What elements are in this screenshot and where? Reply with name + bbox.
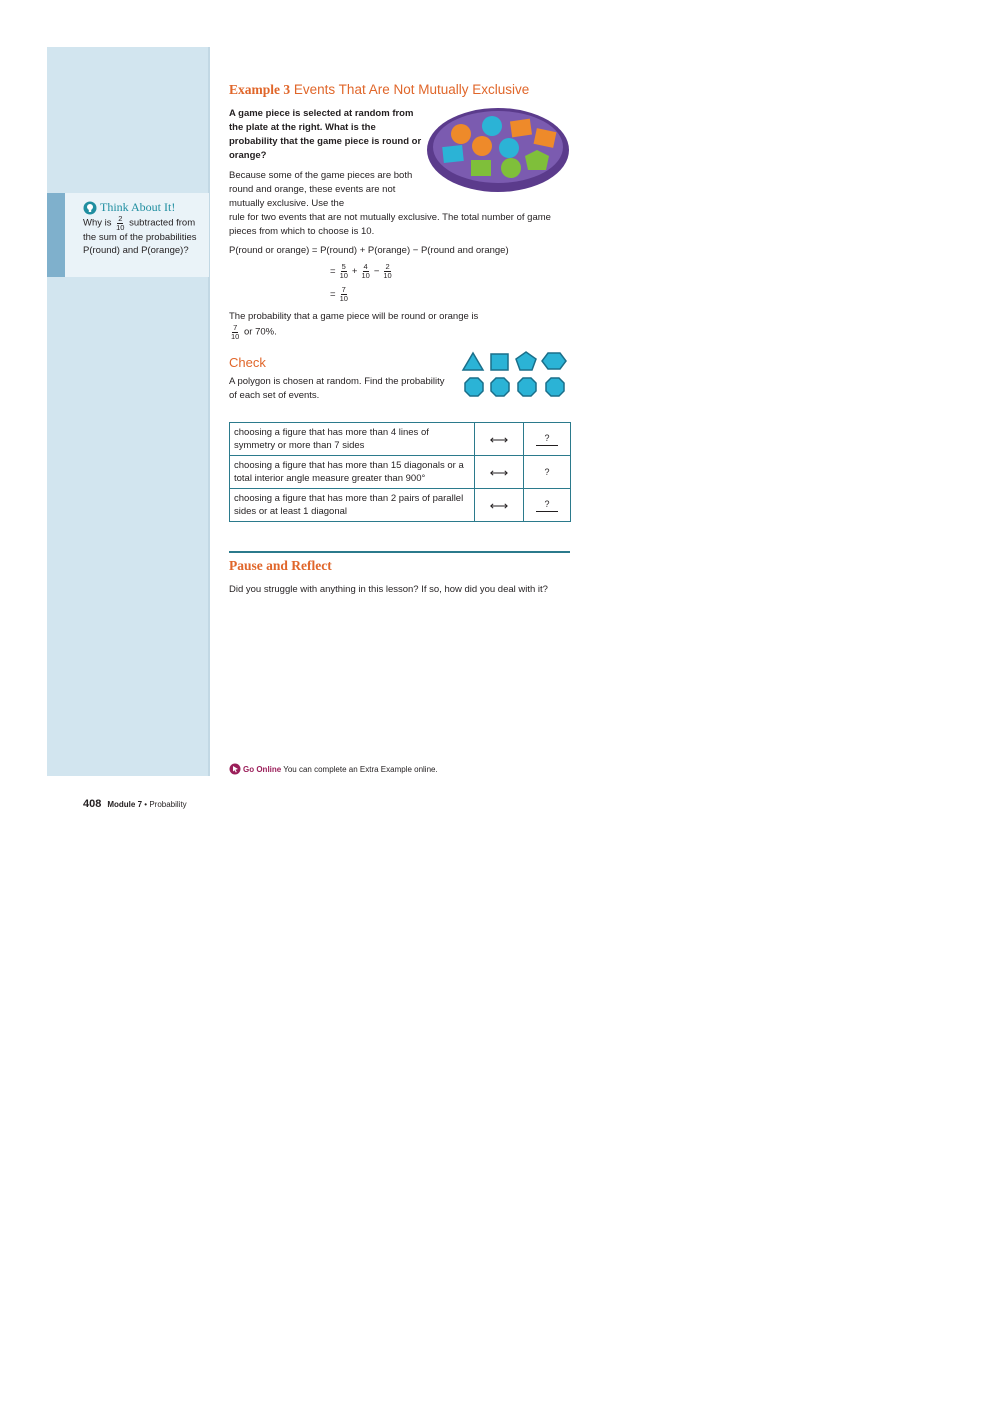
equation-line-1: P(round or orange) = P(round) + P(orange) − P(round and orange)	[229, 245, 509, 256]
event-description: choosing a figure that has more than 4 lines of symmetry or more than 7 sides	[230, 423, 475, 456]
page-footer: 408 Module 7 • Probability	[83, 798, 187, 810]
table-row	[230, 489, 571, 522]
example-title: Example 3 Events That Are Not Mutually Exclusive	[229, 82, 530, 97]
arrow-icon: ⟷	[475, 489, 524, 522]
cursor-icon	[229, 763, 241, 775]
fraction: $\frac{5}{10}$	[339, 262, 348, 280]
answer-blank[interactable]: ?	[536, 498, 558, 512]
lightbulb-icon	[83, 201, 97, 215]
fraction: $\frac{4}{10}$	[361, 262, 370, 280]
equation-line-3: = $\frac{7}{10}$	[330, 285, 348, 303]
polygons-image	[460, 350, 572, 402]
example-conclusion: The probability that a game piece will be round or orange is $\frac{7}{10}$ or 70%.	[229, 311, 479, 341]
think-about-it-bar	[47, 193, 65, 277]
answer-blank[interactable]: ?	[544, 466, 550, 477]
arrow-icon: ⟷	[475, 456, 524, 489]
think-about-it-text: Why is $\frac{2}{10}$ subtracted from the sum of the probabilities P(round) and P(orange)?	[83, 214, 197, 256]
check-title: Check	[229, 355, 266, 370]
page-number: 408	[83, 798, 102, 810]
check-text: A polygon is chosen at random. Find the probability of each set of events.	[229, 376, 445, 401]
footer-topic: Probability	[149, 800, 187, 809]
left-margin-panel	[47, 47, 210, 776]
section-divider	[229, 551, 570, 553]
footer-module: Module 7	[107, 800, 143, 809]
pause-reflect-text: Did you struggle with anything in this lesson? If so, how did you deal with it?	[229, 584, 548, 595]
go-online-note[interactable]: Go Online You can complete an Extra Example online.	[229, 763, 438, 775]
table-row	[230, 423, 571, 456]
check-table	[229, 422, 571, 522]
example-explanation: Because some of the game pieces are both round and orange, these events are not mutually exclusive. Use the rule for two events that are not mutually exclusive. The total number of game pieces from which to choose is 10.	[229, 170, 551, 237]
example-prompt: A game piece is selected at random from the plate at the right. What is the probability that the game piece is round or orange?	[229, 108, 422, 161]
fraction: $\frac{2}{10}$	[116, 214, 125, 232]
answer-blank[interactable]: ?	[536, 432, 558, 446]
event-description: choosing a figure that has more than 2 pairs of parallel sides or at least 1 diagonal	[230, 489, 475, 522]
equation-line-2: = $\frac{5}{10}$ + $\frac{4}{10}$ − $\frac{2}{10}$	[330, 262, 392, 280]
arrow-icon: ⟷	[475, 423, 524, 456]
fraction: $\frac{2}{10}$	[383, 262, 392, 280]
fraction: $\frac{7}{10}$	[231, 323, 240, 341]
event-description: choosing a figure that has more than 15 diagonals or a total interior angle measure greater than 900°	[230, 456, 475, 489]
table-row	[230, 456, 571, 489]
fraction: $\frac{7}{10}$	[339, 285, 348, 303]
think-about-it-title: Think About It!	[83, 200, 175, 215]
pause-reflect-title: Pause and Reflect	[229, 558, 332, 573]
